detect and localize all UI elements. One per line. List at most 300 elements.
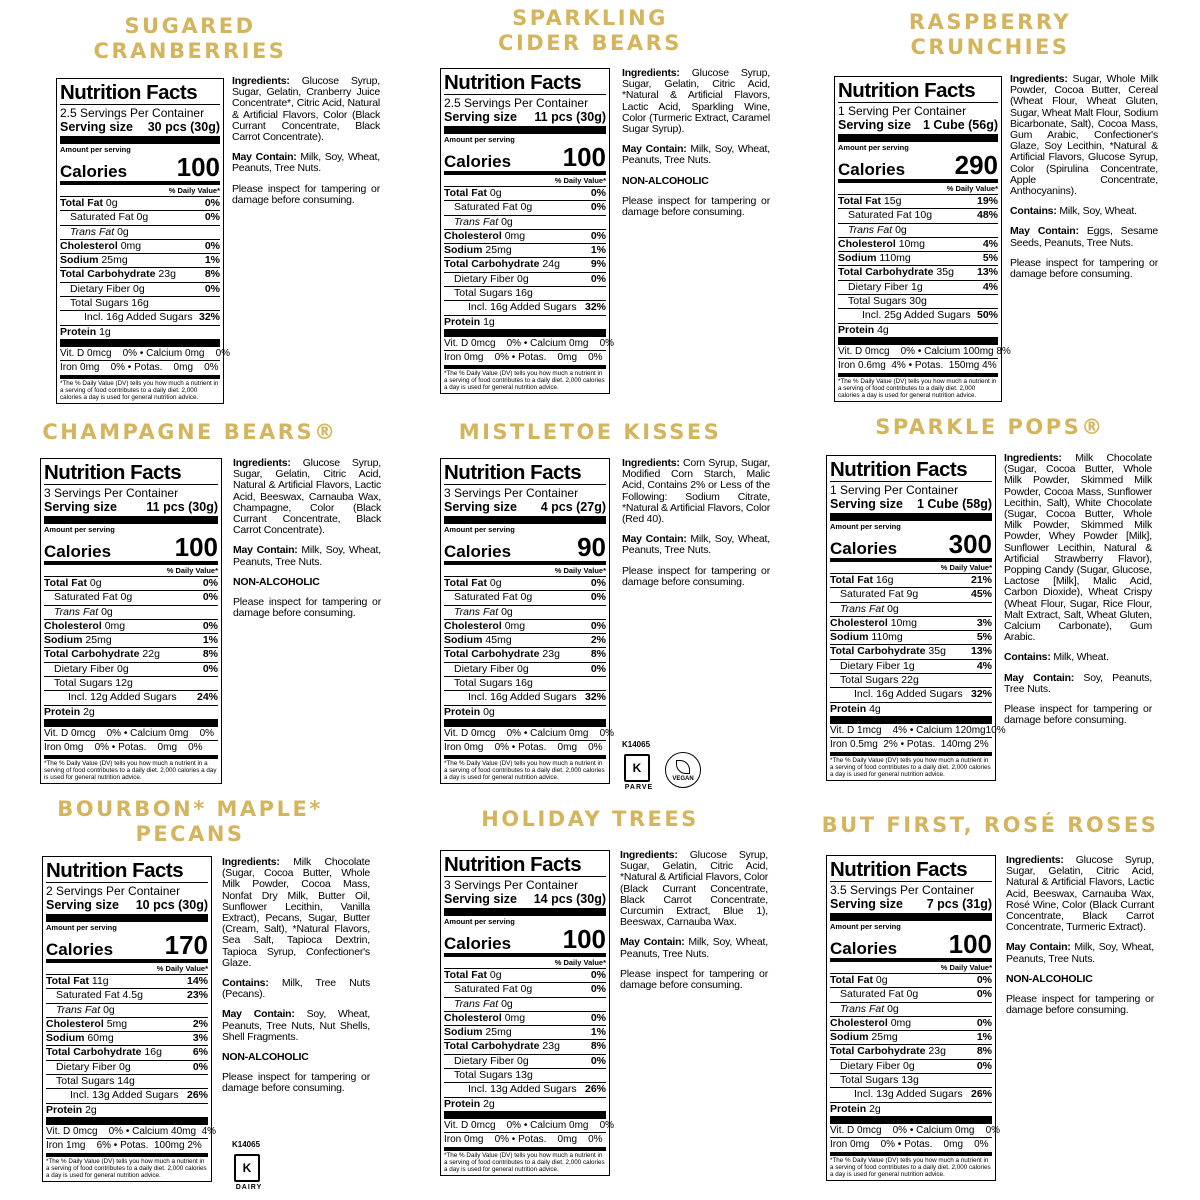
nutrient-label: Total Carbohydrate xyxy=(444,258,540,271)
micronutrient-text: Vit. D 0mcg 0% • Calcium 0mg 0% xyxy=(44,727,215,739)
nutrient-row xyxy=(46,1018,208,1032)
nutrient-label: Trans Fat xyxy=(70,225,115,238)
nutrient-row xyxy=(44,634,218,648)
nutrient-label-group xyxy=(444,201,532,214)
nutrient-row xyxy=(444,316,606,337)
nutrient-row xyxy=(46,1089,208,1103)
calories-row xyxy=(444,534,606,565)
nutrient-amount: 0g xyxy=(517,662,529,675)
nutrient-amount: 35g xyxy=(936,266,954,279)
nutrient-row xyxy=(444,301,606,315)
kosher-type: DAIRY xyxy=(235,1184,263,1191)
nutrient-amount: 0g xyxy=(895,223,907,236)
nutrient-label: Incl. 13g Added Sugars xyxy=(854,1088,963,1101)
nutrient-daily-value: 0% xyxy=(204,239,220,252)
nutrient-label: Saturated Fat xyxy=(70,211,134,224)
nutrient-label: Total Sugars xyxy=(840,1074,899,1087)
nutrition-facts-heading: Nutrition Facts xyxy=(444,461,582,484)
nutrient-amount: 0g xyxy=(887,602,899,615)
calories-row xyxy=(444,926,606,957)
daily-value-header: % Daily Value* xyxy=(444,565,606,577)
nutrient-row xyxy=(60,326,220,347)
nutrient-label-group xyxy=(830,660,915,673)
non-alcoholic-notice xyxy=(233,577,381,588)
nutrient-row xyxy=(444,677,606,691)
micronutrient-row xyxy=(444,1133,606,1150)
nutrient-daily-value: 0% xyxy=(590,662,606,675)
ingredients-text: Milk Chocolate (Sugar, Cocoa Butter, Whole Milk Powder, Cocoa Mass, Nonfat Dry Milk, Butter Oil, Sunflower Lecithin, Vanilla Extract), Pecans, Sugar, Butter (Cream, Salt), *Natural Flavors, Sea Salt, Tapioca Dextrin, Tapioca Syrup, Confectioner's Glaze. xyxy=(222,856,371,969)
nutrient-amount: 9g xyxy=(906,588,919,601)
micronutrient-text: Vit. D 0mcg 0% • Calcium 0mg 0% xyxy=(444,727,615,739)
nutrient-amount: 0g xyxy=(133,282,145,295)
ingredients-paragraph xyxy=(232,76,380,143)
may-contain-text: Eggs, Sesame Seeds, Peanuts, Tree Nuts. xyxy=(1010,225,1159,249)
nutrient-label: Cholesterol xyxy=(830,1016,888,1029)
nutrient-amount: 22g xyxy=(901,674,919,687)
nutrient-label-group xyxy=(444,273,529,286)
nutrient-amount: 23g xyxy=(542,1040,560,1053)
nutrient-row xyxy=(830,645,992,659)
nutrient-label: Protein xyxy=(444,1097,481,1110)
nutrient-daily-value: 0% xyxy=(590,591,606,604)
nutrient-amount: 16g xyxy=(515,287,533,300)
kosher-mark: K xyxy=(242,1161,252,1175)
nutrient-label-group xyxy=(838,281,923,294)
nutrient-label: Dietary Fiber xyxy=(840,659,901,672)
nutrient-label: Trans Fat xyxy=(840,602,885,615)
calories-row xyxy=(46,932,208,963)
nutrient-row xyxy=(444,634,606,648)
ingredients-label: Ingredients: xyxy=(1004,452,1062,464)
micronutrient-text: Iron 1mg 6% • Potas. 100mg 2% xyxy=(46,1140,202,1152)
nutrient-amount: 4.5g xyxy=(122,989,143,1002)
serving-size-label: Serving size xyxy=(444,892,517,906)
servings-per-container: 2 Servings Per Container xyxy=(46,882,208,898)
nutrient-amount: 0g xyxy=(105,197,118,209)
micronutrient-text: Iron 0.6mg 4% • Potas. 150mg 4% xyxy=(838,360,997,372)
product-card xyxy=(400,400,780,790)
amount-per-serving: Amount per serving xyxy=(60,145,131,154)
product-title-line: CRUNCHIES xyxy=(910,35,1070,59)
nutrient-label: Sodium xyxy=(444,634,483,647)
nutrient-amount: 0g xyxy=(101,605,113,618)
nutrient-label-group xyxy=(46,1004,115,1017)
nutrient-label-group xyxy=(444,969,502,982)
nutrient-amount: 0mg xyxy=(890,1016,912,1029)
nutrient-row xyxy=(44,648,218,662)
ingredients-paragraph xyxy=(1004,453,1152,643)
nutrient-amount: 16g xyxy=(144,1046,162,1059)
nutrient-label: Total Sugars xyxy=(840,674,899,687)
nutrient-row xyxy=(830,603,992,617)
micronutrient-text: Vit. D 0mcg 0% • Calcium 40mg 4% xyxy=(46,1125,217,1137)
nutrient-label: Protein xyxy=(46,1103,83,1116)
ingredients-block xyxy=(620,850,768,1000)
nutrient-daily-value: 6% xyxy=(192,1046,208,1059)
nutrient-label: Cholesterol xyxy=(44,619,102,632)
may-contain-label: May Contain: xyxy=(222,1008,295,1021)
nutrient-label-group xyxy=(444,591,532,604)
nutrient-amount: 2g xyxy=(869,1102,881,1115)
ingredients-text: Glucose Syrup, Sugar, Gelatin, Citric Acid, *Natural & Artificial Flavors, Color (Black Currant Concentrate, Black Carrot Concentrate, Curcumin Extract, Blue 1), Beeswax, Carnauba Wax. xyxy=(620,849,769,929)
nutrient-row xyxy=(46,989,208,1003)
nutrient-row xyxy=(444,983,606,997)
nutrient-row xyxy=(830,660,992,674)
ingredients-text: Glucose Syrup, Sugar, Gelatin, Cranberry Juice Concentrate*, Citric Acid, Natural & Artificial Flavors, Color (Black Currant Concentrate, Black Carrot Concentrate). xyxy=(232,75,380,144)
nutrient-row xyxy=(44,706,218,727)
product-card xyxy=(0,400,380,790)
nutrient-label: Saturated Fat xyxy=(848,209,912,222)
nutrient-amount: 14g xyxy=(117,1075,135,1088)
nutrient-amount: 0g xyxy=(903,1059,915,1072)
product-title-line: CRANBERRIES xyxy=(93,39,287,63)
calories-value: 170 xyxy=(164,930,208,960)
nutrient-label-group xyxy=(830,688,963,701)
nutrient-daily-value: 8% xyxy=(976,1045,992,1058)
serving-size-row xyxy=(830,497,992,521)
calories-value: 100 xyxy=(562,924,606,954)
may-contain-label: May Contain: xyxy=(622,533,687,546)
nutrient-daily-value: 0% xyxy=(976,1016,992,1029)
serving-size-value: 7 pcs (31g) xyxy=(926,897,992,911)
serving-size-label: Serving size xyxy=(60,120,133,134)
serving-size-label: Serving size xyxy=(444,500,517,514)
nutrient-row xyxy=(60,311,220,325)
nutrient-daily-value: 50% xyxy=(976,309,998,322)
nutrient-label-group xyxy=(444,706,495,719)
nutrient-label: Dietary Fiber xyxy=(70,282,131,295)
nutrient-label: Cholesterol xyxy=(444,229,502,242)
nutrient-label-group xyxy=(830,974,888,987)
nutrient-amount: 0mg xyxy=(120,239,142,252)
ingredients-block xyxy=(1006,855,1154,1025)
nutrient-label-group xyxy=(44,634,112,647)
nutrient-row xyxy=(838,209,998,223)
serving-size-value: 4 pcs (27g) xyxy=(540,500,606,514)
nutrient-daily-value: 0% xyxy=(590,983,606,996)
product-card xyxy=(400,0,780,390)
nutrition-facts-heading: Nutrition Facts xyxy=(444,853,582,876)
micronutrient-text: Vit. D 0mcg 0% • Calcium 0mg 0% xyxy=(444,1119,615,1131)
nutrition-facts-panel xyxy=(826,855,1001,1181)
nutrient-label-group xyxy=(830,1060,915,1073)
nutrient-daily-value: 32% xyxy=(584,301,606,314)
product-card xyxy=(800,790,1180,1180)
micronutrient-row xyxy=(444,337,615,351)
kosher-symbol-icon xyxy=(624,754,654,791)
nutrient-row xyxy=(830,588,992,602)
nutrient-label: Saturated Fat xyxy=(454,983,518,996)
daily-value-header: % Daily Value* xyxy=(444,175,606,187)
nutrient-row xyxy=(46,1004,208,1018)
nutrient-amount: 25mg xyxy=(485,244,512,257)
nutrient-label: Trans Fat xyxy=(454,997,499,1010)
nutrient-amount: 5mg xyxy=(106,1017,128,1030)
nutrient-daily-value: 21% xyxy=(970,574,992,586)
nutrient-label: Incl. 16g Added Sugars xyxy=(84,311,193,324)
nutrient-amount: 10mg xyxy=(890,616,917,629)
daily-value-header: % Daily Value* xyxy=(830,962,992,974)
nutrient-label: Total Fat xyxy=(830,974,873,986)
nutrient-label: Total Sugars xyxy=(54,677,113,690)
calories-label: Calories xyxy=(44,542,112,561)
nutrient-row xyxy=(46,1061,208,1075)
ingredients-label: Ingredients: xyxy=(232,75,290,87)
nutrient-row xyxy=(830,631,992,645)
nutrient-row xyxy=(444,691,606,705)
ingredients-paragraph xyxy=(222,857,370,969)
nutrient-label-group xyxy=(60,211,148,224)
nutrient-label-group xyxy=(46,1089,179,1102)
serving-size-label: Serving size xyxy=(838,118,911,132)
daily-value-header: % Daily Value* xyxy=(830,562,992,574)
nutrient-label: Protein xyxy=(60,325,97,338)
ingredients-paragraph xyxy=(1006,855,1154,933)
tamper-notice: Please inspect for tampering or damage before consuming. xyxy=(1010,256,1158,281)
product-card xyxy=(0,0,380,402)
nutrient-label-group xyxy=(838,224,907,237)
nutrient-label: Trans Fat xyxy=(454,215,499,228)
daily-value-footnote: *The % Daily Value (DV) tells you how much a nutrient in a serving of food contributes to a daily diet. 2,000 calories a day is used for general nutrition advice. xyxy=(830,1156,991,1179)
may-contain-label: May Contain: xyxy=(1006,941,1071,954)
nutrient-label-group xyxy=(830,1045,946,1058)
nutrient-daily-value: 0% xyxy=(590,1011,606,1024)
nutrient-daily-value: 1% xyxy=(590,244,606,257)
product-title xyxy=(0,420,380,445)
servings-per-container: 3 Servings Per Container xyxy=(444,876,606,892)
nutrient-label-group xyxy=(46,1032,114,1045)
nutrient-row xyxy=(60,283,220,297)
micronutrient-text: Iron 0mg 0% • Potas. 0mg 0% xyxy=(44,742,203,754)
nutrient-row xyxy=(444,591,606,605)
nutrient-label-group xyxy=(444,230,525,243)
may-contain-paragraph xyxy=(233,545,381,567)
nutrient-label: Total Sugars xyxy=(454,1069,513,1082)
nutrient-row xyxy=(444,1026,606,1040)
nutrient-row xyxy=(838,195,998,209)
nutrient-label: Total Sugars xyxy=(56,1075,115,1088)
nutrient-label-group xyxy=(46,975,109,988)
serving-size-value: 11 pcs (30g) xyxy=(146,500,218,514)
nutrient-row xyxy=(44,691,218,705)
nutrient-row xyxy=(838,295,998,309)
amount-per-serving: Amount per serving xyxy=(44,525,115,534)
amount-per-serving: Amount per serving xyxy=(444,917,515,926)
nutrient-label-group xyxy=(444,577,502,590)
nutrient-amount: 0g xyxy=(906,988,919,1001)
micronutrient-row xyxy=(838,359,998,376)
amount-per-serving: Amount per serving xyxy=(46,923,117,932)
nutrient-daily-value: 8% xyxy=(202,648,218,661)
daily-value-header: % Daily Value* xyxy=(46,963,208,975)
calories-value: 100 xyxy=(562,142,606,172)
nutrient-amount: 0g xyxy=(489,969,502,981)
amount-per-serving: Amount per serving xyxy=(444,525,515,534)
nutrient-label-group xyxy=(444,1040,560,1053)
nutrition-facts-panel xyxy=(440,68,615,394)
serving-size-value: 14 pcs (30g) xyxy=(533,892,606,906)
nutrient-daily-value: 5% xyxy=(976,631,992,644)
nutrient-daily-value: 32% xyxy=(584,691,606,704)
nutrient-daily-value: 0% xyxy=(204,282,220,295)
amount-per-serving: Amount per serving xyxy=(830,922,901,931)
nutrient-row xyxy=(44,677,218,691)
calories-row xyxy=(830,531,992,562)
contains-paragraph xyxy=(1010,206,1158,217)
nutrient-label: Protein xyxy=(444,705,481,718)
micronutrient-row xyxy=(444,1119,615,1133)
serving-size-value: 30 pcs (30g) xyxy=(147,120,220,134)
nutrient-label: Total Carbohydrate xyxy=(44,648,140,661)
ingredients-text: Glucose Syrup, Sugar, Gelatin, Citric Acid, Natural & Artificial Flavors, Lactic Acid, Beeswax, Carnauba Wax, Champagne, Color (Black Currant Concentrate, Black Carrot Concentrate). xyxy=(233,457,381,537)
micronutrient-row xyxy=(44,727,218,741)
nutrient-amount: 0g xyxy=(117,225,129,238)
nutrient-row xyxy=(830,674,992,688)
nutrient-label-group xyxy=(830,988,918,1001)
ingredients-paragraph xyxy=(622,68,770,135)
nutrient-label-group xyxy=(60,197,118,210)
nutrient-daily-value: 14% xyxy=(186,975,208,987)
nutrient-daily-value: 45% xyxy=(970,588,992,601)
nutrient-amount: 30g xyxy=(909,295,927,308)
nutrition-facts-panel xyxy=(42,856,217,1182)
servings-per-container: 3.5 Servings Per Container xyxy=(830,881,992,897)
nutrient-row xyxy=(830,1003,992,1017)
may-contain-label: May Contain: xyxy=(1004,671,1075,684)
nutrient-daily-value: 4% xyxy=(976,659,992,672)
nutrient-label: Sodium xyxy=(44,634,83,647)
nutrient-label: Sodium xyxy=(444,1026,483,1039)
nutrient-label-group xyxy=(830,1088,963,1101)
kosher-type: PARVE xyxy=(624,784,654,791)
kosher-code: K14065 xyxy=(232,1140,261,1149)
daily-value-footnote: *The % Daily Value (DV) tells you how much a nutrient in a serving of food contributes to a daily diet. 2,000 calories a day is used for general nutrition advice. xyxy=(444,1151,605,1174)
nutrient-label-group xyxy=(838,209,932,222)
nutrient-daily-value: 3% xyxy=(976,616,992,629)
nutrient-amount: 0mg xyxy=(504,229,526,242)
product-card xyxy=(800,400,1180,790)
amount-per-serving: Amount per serving xyxy=(838,143,909,152)
nutrient-label: Protein xyxy=(830,1102,867,1115)
nutrient-daily-value: 0% xyxy=(590,619,606,632)
nutrient-amount: 0g xyxy=(520,983,533,996)
nutrient-label: Sodium xyxy=(444,244,483,257)
nutrient-row xyxy=(444,706,606,727)
nutrition-facts-panel xyxy=(40,458,222,784)
micronutrient-row xyxy=(46,1139,208,1156)
nutrient-label: Saturated Fat xyxy=(54,591,118,604)
ingredients-label: Ingredients: xyxy=(622,67,680,79)
nutrient-label: Total Carbohydrate xyxy=(46,1046,142,1059)
product-title-line: CHAMPAGNE BEARS® xyxy=(42,420,338,444)
ingredients-paragraph xyxy=(1010,74,1158,197)
ingredients-paragraph xyxy=(233,458,381,536)
nutrient-amount: 24g xyxy=(542,258,560,271)
nutrient-amount: 1g xyxy=(911,280,923,293)
nutrient-row xyxy=(838,252,998,266)
nutrient-label: Protein xyxy=(444,315,481,328)
nutrient-label: Saturated Fat xyxy=(840,588,904,601)
ingredients-block xyxy=(622,68,770,227)
nutrient-row xyxy=(60,254,220,268)
amount-per-serving: Amount per serving xyxy=(830,522,901,531)
nutrient-daily-value: 13% xyxy=(976,266,998,279)
nutrient-label-group xyxy=(444,1012,525,1025)
nutrient-label-group xyxy=(838,309,971,322)
nutrient-daily-value: 2% xyxy=(590,634,606,647)
nutrition-facts-panel xyxy=(826,455,1006,781)
nutrient-amount: 25mg xyxy=(485,1026,512,1039)
nutrient-label-group xyxy=(444,1098,495,1111)
nutrient-daily-value: 1% xyxy=(976,1031,992,1044)
nutrient-label-group xyxy=(46,989,143,1002)
ingredients-label: Ingredients: xyxy=(222,856,280,868)
nutrient-label: Incl. 25g Added Sugars xyxy=(862,309,971,322)
nutrient-label: Sodium xyxy=(830,631,869,644)
nutrient-label-group xyxy=(830,645,946,658)
may-contain-text: Soy, Wheat, Peanuts, Tree Nuts, Nut Shells, Shell Fragments. xyxy=(222,1008,370,1043)
nutrient-label-group xyxy=(60,311,193,324)
nutrient-label-group xyxy=(44,677,133,690)
nutrient-row xyxy=(60,240,220,254)
nutrient-label: Sodium xyxy=(838,252,877,265)
product-title-line: MISTLETOE KISSES xyxy=(458,420,722,444)
micronutrient-text: Iron 0mg 0% • Potas. 0mg 0% xyxy=(444,1134,603,1146)
nutrient-amount: 0g xyxy=(501,605,513,618)
nutrient-label: Total Sugars xyxy=(454,287,513,300)
nutrient-label-group xyxy=(830,703,881,716)
micronutrient-text: Vit. D 0mcg 0% • Calcium 0mg 0% xyxy=(444,337,615,349)
serving-size-label: Serving size xyxy=(830,897,903,911)
nutrient-label-group xyxy=(44,591,132,604)
servings-per-container: 2.5 Servings Per Container xyxy=(60,104,220,120)
nutrient-label: Saturated Fat xyxy=(56,989,120,1002)
product-title xyxy=(800,813,1180,838)
nutrient-row xyxy=(46,1104,208,1125)
nutrient-amount: 10mg xyxy=(898,237,925,250)
nutrient-daily-value: 26% xyxy=(186,1089,208,1102)
calories-row xyxy=(444,144,606,175)
nutrient-daily-value: 0% xyxy=(590,187,606,199)
nutrient-label: Total Carbohydrate xyxy=(830,645,926,658)
product-title-line: SUGARED xyxy=(124,14,256,38)
nutrient-label: Cholesterol xyxy=(838,237,896,250)
nutrient-label-group xyxy=(830,603,899,616)
nutrient-row xyxy=(444,606,606,620)
tamper-notice: Please inspect for tampering or damage before consuming. xyxy=(622,564,770,588)
ingredients-text: Corn Syrup, Sugar, Modified Corn Starch, Malic Acid, Contains 2% or Less of the Following: Sodium Citrate, *Natural & Artificial Flavors, Color (Red 40). xyxy=(622,457,771,526)
kosher-code: K14065 xyxy=(622,740,651,749)
servings-per-container: 3 Servings Per Container xyxy=(44,484,218,500)
nutrient-label: Total Carbohydrate xyxy=(444,1040,540,1053)
micronutrient-text: Iron 0mg 0% • Potas. 0mg 0% xyxy=(444,742,603,754)
nutrition-facts-heading: Nutrition Facts xyxy=(444,71,582,94)
contains-paragraph xyxy=(222,978,370,1000)
micronutrient-text: Vit. D 1mcg 4% • Calcium 120mg10% xyxy=(830,724,1006,736)
contains-label: Contains: xyxy=(1004,651,1051,664)
calories-label: Calories xyxy=(830,939,898,958)
nutrient-row xyxy=(46,1046,208,1060)
nutrient-row xyxy=(60,226,220,240)
nutrient-row xyxy=(444,1069,606,1083)
product-title-line: CIDER BEARS xyxy=(498,31,682,55)
ingredients-label: Ingredients: xyxy=(1006,854,1064,866)
nutrient-daily-value: 0% xyxy=(204,211,220,224)
daily-value-header: % Daily Value* xyxy=(44,565,218,577)
nutrient-amount: 2g xyxy=(483,1097,495,1110)
calories-row xyxy=(60,154,220,185)
nutrient-label: Sodium xyxy=(830,1031,869,1044)
